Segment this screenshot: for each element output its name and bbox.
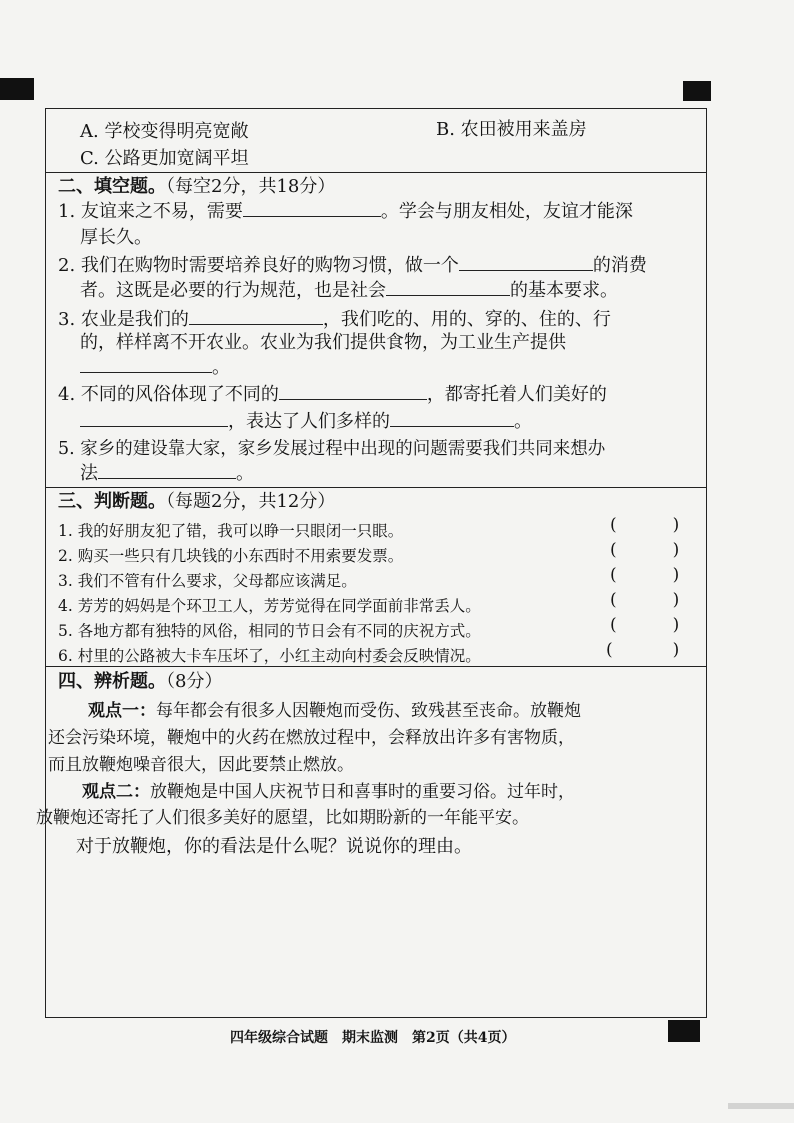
fill-q3-line3: 。	[80, 356, 230, 380]
fill-q2: 2. 我们在购物时需要培养良好的购物习惯，做一个 的消费	[58, 255, 647, 276]
viewpoint-1: 观点一：每年都会有很多人因鞭炮而受伤、致残甚至丧命。放鞭炮	[88, 701, 581, 721]
option-c: C. 公路更加宽阔平坦	[80, 148, 249, 169]
answer-paren[interactable]: ( )	[606, 640, 680, 660]
discussion-question: 对于放鞭炮，你的看法是什么呢？说说你的理由。	[76, 836, 472, 857]
answer-blank[interactable]	[390, 410, 514, 427]
page-footer: 四年级综合试题 期末监测 第2页（共4页）	[230, 1030, 516, 1046]
fill-q5-line2: 法 。	[80, 463, 254, 484]
answer-blank[interactable]	[80, 356, 212, 373]
answer-blank[interactable]	[386, 279, 510, 296]
answer-blank[interactable]	[189, 308, 323, 325]
answer-blank[interactable]	[279, 383, 427, 400]
answer-blank[interactable]	[80, 410, 228, 427]
viewpoint-2-line2: 放鞭炮还寄托了人们很多美好的愿望，比如期盼新的一年能平安。	[36, 808, 529, 828]
section-divider	[45, 487, 707, 488]
answer-paren[interactable]: ( )	[610, 615, 680, 635]
section-4-heading: 四、辨析题。（8分）	[58, 671, 223, 692]
scan-registration-mark	[668, 1020, 700, 1042]
answer-blank[interactable]	[243, 200, 381, 217]
answer-paren[interactable]: ( )	[610, 540, 680, 560]
fill-q1-line2: 厚长久。	[80, 227, 152, 248]
answer-paren[interactable]: ( )	[610, 515, 680, 535]
answer-blank[interactable]	[98, 462, 236, 479]
scan-artifact	[728, 1103, 794, 1109]
fill-q1: 1. 友谊来之不易，需要 。学会与朋友相处，友谊才能深	[58, 201, 633, 222]
viewpoint-2: 观点二：放鞭炮是中国人庆祝节日和喜事时的重要习俗。过年时，	[82, 782, 575, 802]
section-3-heading: 三、判断题。（每题2分，共12分）	[58, 491, 336, 512]
scan-registration-mark	[683, 81, 711, 101]
fill-q4: 4. 不同的风俗体现了不同的 ，都寄托着人们美好的	[58, 384, 607, 405]
fill-q2-line2: 者。这既是必要的行为规范，也是社会 的基本要求。	[80, 280, 618, 301]
option-a: A. 学校变得明亮宽敞	[80, 121, 249, 142]
fill-q4-line2: ，表达了人们多样的 。	[80, 410, 532, 434]
section-divider	[45, 172, 707, 173]
viewpoint-1-line3: 而且放鞭炮噪音很大，因此要禁止燃放。	[48, 755, 354, 775]
judge-item-6: 6. 村里的公路被大卡车压坏了，小红主动向村委会反映情况。	[58, 647, 481, 665]
fill-q5: 5. 家乡的建设靠大家，家乡发展过程中出现的问题需要我们共同来想办	[58, 439, 606, 459]
answer-paren[interactable]: ( )	[610, 565, 680, 585]
fill-q3: 3. 农业是我们的 ，我们吃的、用的、穿的、住的、行	[58, 309, 611, 330]
judge-item-1: 1. 我的好朋友犯了错，我可以睁一只眼闭一只眼。	[58, 522, 404, 540]
judge-item-3: 3. 我们不管有什么要求，父母都应该满足。	[58, 572, 357, 590]
viewpoint-1-line2: 还会污染环境，鞭炮中的火药在燃放过程中，会释放出许多有害物质，	[48, 728, 575, 748]
judge-item-4: 4. 芳芳的妈妈是个环卫工人，芳芳觉得在同学面前非常丢人。	[58, 597, 481, 615]
answer-paren[interactable]: ( )	[610, 590, 680, 610]
answer-blank[interactable]	[459, 254, 593, 271]
option-b: B. 农田被用来盖房	[436, 119, 587, 140]
judge-item-5: 5. 各地方都有独特的风俗，相同的节日会有不同的庆祝方式。	[58, 622, 481, 640]
section-2-heading: 二、填空题。（每空2分，共18分）	[58, 176, 336, 197]
judge-item-2: 2. 购买一些只有几块钱的小东西时不用索要发票。	[58, 547, 404, 565]
fill-q3-line2: 的，样样离不开农业。农业为我们提供食物，为工业生产提供	[80, 332, 566, 353]
scan-registration-mark	[0, 78, 34, 100]
